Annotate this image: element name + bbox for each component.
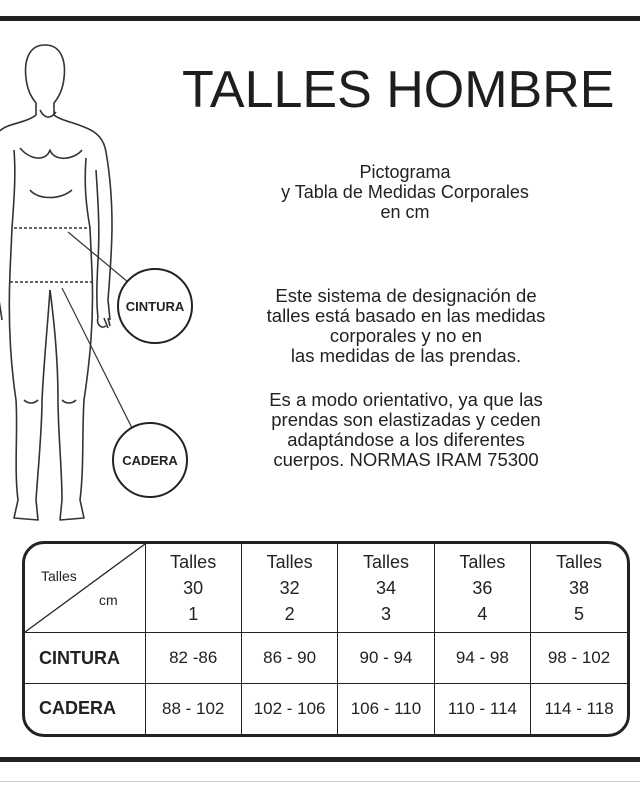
table-cell: 86 - 90 [241, 633, 337, 684]
subtitle-line: en cm [380, 202, 430, 222]
size-table [22, 541, 630, 737]
size-header-32 [241, 544, 337, 633]
size-number: 38 [569, 578, 590, 599]
table-cell: 110 - 114 [434, 683, 530, 734]
size-number: 32 [279, 578, 300, 599]
table-cell: 88 - 102 [145, 683, 241, 734]
paragraph-line: las medidas de las prendas. [290, 345, 522, 366]
size-header-38 [531, 544, 627, 633]
size-header-34 [338, 544, 434, 633]
size-code: 2 [284, 604, 295, 625]
size-code: 1 [188, 604, 199, 625]
size-code: 4 [477, 604, 488, 625]
size-number: 36 [472, 578, 493, 599]
cintura-badge: CINTURA [117, 268, 193, 344]
table-cell: 114 - 118 [531, 683, 627, 734]
paragraph-line: talles está basado en las medidas [266, 305, 546, 326]
table-row-cadera [25, 683, 627, 734]
table-corner-cell [25, 544, 145, 633]
corner-label-cm: cm [99, 592, 118, 608]
table-cell: 102 - 106 [241, 683, 337, 734]
top-rule [0, 16, 640, 21]
page-title: TALLES HOMBRE [182, 61, 615, 119]
table-row-cintura [25, 633, 627, 684]
size-label: Talles [556, 552, 603, 573]
paragraph-line: corporales y no en [329, 325, 483, 346]
table-cell: 94 - 98 [434, 633, 530, 684]
table-cell: 82 -86 [145, 633, 241, 684]
subtitle [240, 162, 570, 222]
size-code: 5 [574, 604, 585, 625]
paragraph-line: cuerpos. NORMAS IRAM 75300 [273, 449, 539, 470]
table-cell: 90 - 94 [338, 633, 434, 684]
size-number: 34 [375, 578, 396, 599]
cadera-badge: CADERA [112, 422, 188, 498]
table-header-row [25, 544, 627, 633]
size-number: 30 [183, 578, 204, 599]
size-label: Talles [266, 552, 313, 573]
description-paragraph [232, 286, 580, 366]
paragraph-line: adaptándose a los diferentes [287, 429, 525, 450]
size-header-30 [145, 544, 241, 633]
bottom-rule [0, 757, 640, 762]
subtitle-line: y Tabla de Medidas Corporales [281, 182, 529, 202]
size-code: 3 [380, 604, 391, 625]
table-cell: 98 - 102 [531, 633, 627, 684]
diagonal-divider [25, 544, 145, 632]
row-label: CINTURA [25, 633, 145, 684]
size-label: Talles [459, 552, 506, 573]
paragraph-line: Este sistema de designación de [275, 285, 537, 306]
size-label: Talles [362, 552, 409, 573]
size-header-36 [434, 544, 530, 633]
row-label: CADERA [25, 683, 145, 734]
paragraph-line: Es a modo orientativo, ya que las [269, 389, 543, 410]
paragraph-line: prendas son elastizadas y ceden [271, 409, 541, 430]
size-label: Talles [170, 552, 217, 573]
corner-label-talles: Talles [41, 568, 77, 584]
base-line [0, 781, 640, 782]
note-paragraph [232, 390, 580, 470]
subtitle-line: Pictograma [359, 162, 451, 182]
table-cell: 106 - 110 [338, 683, 434, 734]
